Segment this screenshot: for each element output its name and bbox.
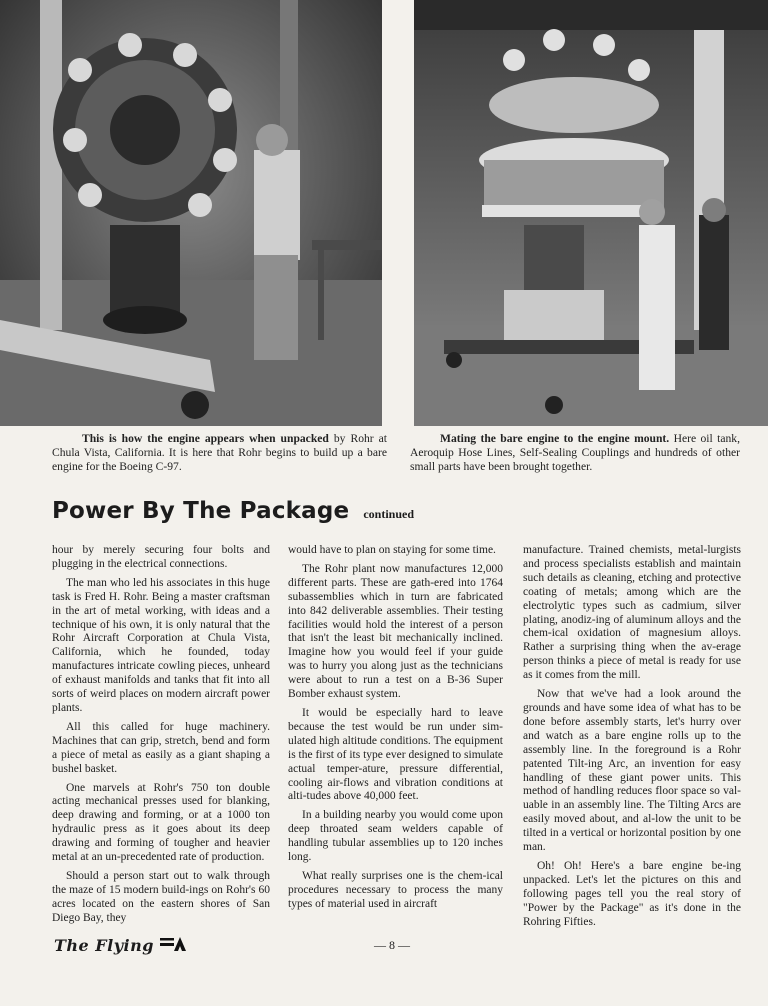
paragraph: hour by merely securing four bolts and plugging in the electrical connections. [52,544,270,570]
paragraph: In a building nearby you would come upon deep throated seam welders capable of handling tubular assemblies up to 120 inches long. [288,809,503,864]
photo-engine-mount [414,0,768,426]
caption-engine-mount [410,432,740,474]
body-column-2 [288,544,503,917]
article-headline [52,498,414,524]
flying-a-wing-icon [160,936,186,955]
photo-engine-unpacked [0,0,382,426]
paragraph: manufacture. Trained chemists, metal-lurgists and process specialists establish and maintain such details as cleaning, etching and protective coating of metals; among which are the electrolytic types such as cadmium, silver plating, anodiz-ing of aluminum alloys and the chem-ical oxidation of magnesium alloys. Rather a surprising thing when the av-erage person thinks a piece of metal is ready for use as it comes from the mill. [523,544,741,682]
paragraph: All this called for huge machinery. Machines that can grip, stretch, bend and form a piece of metal as easily as a giant shaping a bushel basket. [52,720,270,775]
paragraph: One marvels at Rohr's 750 ton double acting mechanical presses used for blanking, deep drawing and forming, or at a 1000 ton hydraulic press as it goes about its deep drawing and forming of tougher and heavier metal at an un-precedented rate of production. [52,781,270,864]
caption-right-text: Here oil tank, Aeroquip Hose Lines, Self-Sealing Couplings and hundreds of other small parts have been brought together. [410,432,740,473]
paragraph: would have to plan on staying for some time. [288,544,496,556]
caption-left-lead: This is how the engine appears when unpacked [82,432,329,445]
headline-continued: continued [363,507,415,521]
paragraph: It would be especially hard to leave because the test would be run under sim-ulated high altitude conditions. The equipment is the first of its type ever designed to simulate actual temper-ature, pressure differential, cooling air-flows and vibration conditions at alti-tudes above 40,000 feet. [288,706,503,803]
paragraph: The Rohr plant now manufactures 12,000 different parts. These are gath-ered into 1764 subassemblies which in turn are fabricated into 842 deliverable assemblies. Their testing facilities would hold the interest of a person that isn't the least bit mechanically inclined. Imagine how you would feel if your guide was to hurry you along just as the technicians were about to run a test on a B-36 Super Bomber exhaust system. [288,562,503,701]
paragraph: Now that we've had a look around the grounds and have some idea of what has to be done before assembly starts, let's hurry over and watch as a bare engine rolls up to the assembly line. In the foreground is a Rohr patented Tilt-ing Arc, an invention for easy handling of these giant power units. This method of handling reduces floor space so val-uable in an assembly line. The Tilting Arcs are easily moved about, and al-low the unit to be tilted in a vertical or horizontal position by one man. [523,688,741,854]
paragraph: The man who led his associates in this huge task is Fred H. Rohr. Being a master craftsman in the art of metal working, with ideas and a technique of his own, it is only natural that the Rohr Aircraft Corporation at Chula Vista, California, which he founded, today manufactures intricate cowling pieces, unheard of exhaust manifolds and tanks that fit into all sorts of weird places on modern aircraft power plants. [52,576,270,714]
body-column-1 [52,544,270,931]
paragraph: Should a person start out to walk through the maze of 15 modern build-ings on Rohr's 60 acres located on the eastern shores of San Diego Bay, they [52,869,270,924]
paragraph: Oh! Oh! Here's a bare engine be-ing unpacked. Let's let the pictures on this and following pages tell you the real story of "Power by the Package" as it's done in the Rohring Fifties. [523,859,741,928]
footer-logo-text: The Flying [54,936,154,955]
body-column-3 [523,544,741,934]
footer-logo [54,936,186,955]
headline-title: Power By The Package [52,498,350,524]
page-number: — 8 — [374,938,410,952]
caption-left-text: by Rohr at Chula Vista, California. It is here that Rohr begins to build up a bare engine for the Boeing C-97. [52,432,387,473]
caption-engine-unpacked [52,432,387,474]
caption-right-lead: Mating the bare engine to the engine mount. [440,432,670,445]
paragraph: What really surprises one is the chem-ical procedures necessary to process the many types of material used in aircraft [288,869,503,910]
